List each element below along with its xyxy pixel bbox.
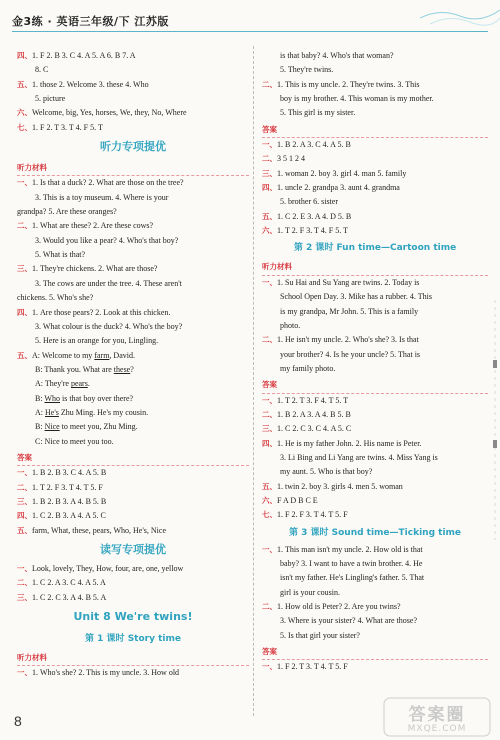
answer-line <box>262 437 488 451</box>
dialog-pre: C: Nice to meet you too. <box>35 436 114 446</box>
answer-line <box>262 408 488 422</box>
dialog-line <box>17 392 249 406</box>
answer-line <box>17 49 249 63</box>
dialog-pre: B: <box>35 393 45 403</box>
line-text: 1. T 2. T 3. F 4. T 5. T <box>277 395 349 405</box>
header-wave-decoration <box>420 0 500 30</box>
line-text: F A D B C E <box>277 495 318 505</box>
line-text: 1. B 2. B 3. C 4. A 5. B <box>32 468 107 478</box>
page-header <box>0 0 500 34</box>
dialog-post: ? <box>130 364 134 374</box>
line-text: 1. those 2. Welcome 3. these 4. Who <box>32 79 149 89</box>
line-text: 1. Su Hai and Su Yang are twins. 2. Today is <box>277 277 420 287</box>
section-number: 一、 <box>17 564 32 573</box>
section-number: 五、 <box>262 481 277 491</box>
answer-line <box>17 63 249 77</box>
line-text: 1. twin 2. boy 3. girls 4. men 5. woman <box>277 481 403 491</box>
line-text: 3. The cows are under the tree. 4. These aren't <box>35 278 182 288</box>
label-answers-wrap <box>17 451 249 466</box>
label-answers-wrap <box>262 123 488 138</box>
lesson-title: 第 1 课时 Story time <box>85 634 181 645</box>
line-text: 1. This man isn't my uncle. 2. How old is that <box>277 544 423 554</box>
header-rule <box>12 31 488 32</box>
listening-line <box>262 571 488 585</box>
listening-line <box>262 276 488 290</box>
section-number: 二、 <box>262 409 277 419</box>
listening-line <box>17 320 249 334</box>
section-number: 一、 <box>262 395 277 405</box>
listening-line <box>262 614 488 628</box>
dialog-post: Zhu Ming. He's my cousin. <box>58 407 149 417</box>
label-answers-wrap <box>262 645 488 660</box>
section-number: 一、 <box>17 668 32 678</box>
section-number: 一、 <box>262 662 277 672</box>
line-text: 5. Is that girl your sister? <box>280 630 360 640</box>
line-text: 1. Are those pears? 2. Look at this chicken. <box>32 307 171 317</box>
section-number: 六、 <box>262 495 277 505</box>
label-listening-material-wrap <box>262 260 488 275</box>
section-number: 二、 <box>262 79 277 89</box>
line-text: 1. C 2. C 3. A 4. B 5. A <box>32 592 107 602</box>
right-column <box>262 49 488 675</box>
left-column <box>17 49 249 681</box>
answer-line <box>17 106 249 120</box>
line-text: 5. picture <box>35 94 66 104</box>
line-text: 1. T 2. F 3. T 4. T 5. F <box>32 482 103 492</box>
section-number: 二、 <box>262 335 277 345</box>
line-text: 1. He is my father John. 2. His name is Peter. <box>277 438 422 448</box>
line-text: Welcome, big, Yes, horses, We, they, No, Where <box>32 108 187 118</box>
dialog-pre: B: <box>35 422 45 432</box>
listening-line <box>17 205 249 219</box>
listening-line <box>262 63 488 77</box>
line-text: my family photo. <box>280 363 336 373</box>
answer-line <box>17 591 249 605</box>
unit-title: Unit 8 We're twins! <box>73 610 193 624</box>
lesson-title: 第 3 课时 Sound time—Ticking time <box>288 527 462 538</box>
listening-line <box>262 106 488 120</box>
dialog-underlined: Nice <box>44 422 60 432</box>
answer-line <box>17 481 249 495</box>
listening-line <box>17 219 249 233</box>
line-text: 1. F 2. T 3. T 4. F 5. T <box>32 122 103 132</box>
line-text: girl is your cousin. <box>280 587 340 597</box>
line-text: 1. B 2. A 3. C 4. A 5. B <box>277 140 351 150</box>
line-text: 5. They're twins. <box>280 65 334 75</box>
line-text: 1. This is my uncle. 2. They're twins. 3. This <box>277 79 420 89</box>
line-text: 1. Who's she? 2. This is my uncle. 3. How old <box>32 668 180 678</box>
section-number: 四、 <box>17 51 32 60</box>
line-text: 3 5 1 2 4 <box>277 154 305 164</box>
section-number: 五、 <box>17 79 32 89</box>
line-text: 1. T 2. F 3. T 4. F 5. T <box>277 226 348 236</box>
listening-line <box>262 362 488 376</box>
section-number: 二、 <box>17 482 32 492</box>
listening-line <box>262 333 488 347</box>
line-text: 5. brother 6. sister <box>280 197 338 207</box>
section-number: 四、 <box>17 307 32 317</box>
answer-line <box>17 562 249 576</box>
answer-line <box>17 495 249 509</box>
line-text: 1. uncle 2. grandpa 3. aunt 4. grandma <box>277 183 400 193</box>
line-text: 5. What is that? <box>35 250 86 260</box>
column-divider <box>253 46 255 716</box>
answer-line <box>262 394 488 408</box>
line-text: 1. C 2. A 3. C 4. A 5. A <box>32 578 106 588</box>
section-number: 一、 <box>262 544 277 554</box>
section-number: 二、 <box>262 154 277 164</box>
answer-line <box>262 494 488 508</box>
dialog-underlined: Who <box>44 393 60 403</box>
line-text: 1. C 2. C 3. C 4. A 5. C <box>277 424 352 434</box>
line-text: 1. What are these? 2. Are these cows? <box>32 221 154 231</box>
line-text: 1. F 2. T 3. T 4. T 5. F <box>277 662 348 672</box>
section-number: 五、 <box>17 525 32 535</box>
section-number: 七、 <box>262 510 277 520</box>
section-number: 六、 <box>262 226 277 236</box>
line-text: photo. <box>280 320 301 330</box>
listening-line <box>262 543 488 557</box>
section-number: 一、 <box>17 178 32 188</box>
label-listening-material: 听力材料 <box>17 653 47 663</box>
section-number: 二、 <box>17 221 32 231</box>
answer-line <box>17 576 249 590</box>
dialog-pre: A: Welcome to my <box>32 350 95 360</box>
line-text: my aunt. 5. Who is that boy? <box>280 467 373 477</box>
section-number: 三、 <box>262 424 277 434</box>
listening-line <box>262 586 488 600</box>
section-number: 一、 <box>17 468 32 478</box>
dialog-line <box>17 349 249 363</box>
line-text: Look, lovely, They, How, four, are, one, yellow <box>32 564 184 573</box>
section-number: 三、 <box>17 592 32 602</box>
listening-line <box>17 176 249 190</box>
line-text: 8. C <box>35 65 49 75</box>
section-number: 二、 <box>17 578 32 588</box>
listening-line <box>262 348 488 362</box>
line-text: 1. C 2. E 3. A 4. D 5. B <box>277 211 352 221</box>
line-text: 1. They're chickens. 2. What are those? <box>32 264 158 274</box>
label-listening-material-wrap <box>17 651 249 666</box>
answer-line <box>17 466 249 480</box>
listening-line <box>17 262 249 276</box>
answer-line <box>262 181 488 195</box>
section-number: 三、 <box>17 264 32 274</box>
listening-line <box>17 248 249 262</box>
listening-line <box>262 92 488 106</box>
section-number: 二、 <box>262 602 277 612</box>
line-text: 5. This girl is my sister. <box>280 108 356 118</box>
section-number: 四、 <box>17 511 32 521</box>
section-number: 四、 <box>262 438 277 448</box>
dialog-post: , David. <box>109 350 135 360</box>
dialog-underlined: farm <box>94 350 110 360</box>
line-text: baby? 3. I want to have a twin brother. 4. He <box>280 559 423 568</box>
answer-line <box>262 195 488 209</box>
line-text: grandpa? 5. Are these oranges? <box>17 207 117 217</box>
dialog-line <box>17 406 249 420</box>
section-number: 五、 <box>17 350 32 360</box>
listening-line <box>17 334 249 348</box>
label-listening-material: 听力材料 <box>262 262 292 272</box>
dialog-post: . <box>87 379 90 389</box>
listening-line <box>262 305 488 319</box>
dialog-line <box>17 420 249 434</box>
line-text: School Open Day. 3. Mike has a rubber. 4. This <box>280 292 432 302</box>
listening-line <box>262 78 488 92</box>
line-text: 3. Li Bing and Li Yang are twins. 4. Miss Yang is <box>280 452 438 462</box>
dialog-line <box>17 363 249 377</box>
line-text: 1. woman 2. boy 3. girl 4. man 5. family <box>277 168 407 178</box>
line-text: is that baby? 4. Who's that woman? <box>280 51 394 60</box>
listening-line <box>17 191 249 205</box>
answer-line <box>17 121 249 135</box>
line-text: 3. Where is your sister? 4. What are those? <box>280 616 417 626</box>
answer-line <box>262 152 488 166</box>
answer-line <box>262 167 488 181</box>
dialog-underlined: pears <box>70 379 88 389</box>
watermark-subtext: MXQE.COM <box>407 724 467 734</box>
label-listening-material: 听力材料 <box>17 163 47 173</box>
dialog-line <box>17 435 249 449</box>
line-text: 1. Is that a duck? 2. What are those on the tree? <box>32 178 184 188</box>
line-text: 3. This is a toy museum. 4. Where is your <box>35 192 169 202</box>
dialog-underlined: these <box>113 364 131 374</box>
answer-line <box>262 138 488 152</box>
answer-line <box>262 508 488 522</box>
answer-line <box>262 660 488 674</box>
line-text: is my grandpa, Mr John. 5. This is a family <box>280 306 419 316</box>
listening-line <box>262 319 488 333</box>
line-text: chickens. 5. Who's she? <box>17 293 94 303</box>
label-answers: 答案 <box>17 452 32 462</box>
section-number: 三、 <box>262 168 277 178</box>
listening-line <box>17 277 249 291</box>
line-text: 3. What colour is the duck? 4. Who's the boy? <box>35 321 183 331</box>
answer-line <box>17 78 249 92</box>
section-title-listening: 听力专项提优 <box>100 140 166 154</box>
line-text: 1. B 2. B 3. A 4. B 5. B <box>32 496 107 506</box>
line-text: boy is my brother. 4. This woman is my mother. <box>280 94 434 104</box>
section-title-reading-writing: 读写专项提优 <box>100 543 166 556</box>
section-number: 一、 <box>262 140 277 150</box>
section-number: 七、 <box>17 122 32 132</box>
label-answers: 答案 <box>262 647 277 657</box>
book-title: 金3练 · 英语三年级/下 江苏版 <box>12 15 169 28</box>
dialog-post: to meet you, Zhu Ming. <box>59 422 138 432</box>
listening-line <box>17 666 249 680</box>
label-listening-material-wrap <box>17 161 249 176</box>
listening-line <box>17 306 249 320</box>
section-number: 三、 <box>17 496 32 506</box>
dialog-line <box>17 377 249 391</box>
line-text: 1. F 2. B 3. C 4. A 5. A 6. B 7. A <box>32 51 136 60</box>
section-number: 五、 <box>262 211 277 221</box>
line-text: 1. He isn't my uncle. 2. Who's she? 3. Is that <box>277 335 419 345</box>
line-text: your brother? 4. Is he your uncle? 5. That is <box>280 349 421 359</box>
answer-line <box>262 210 488 224</box>
line-text: 1. C 2. B 3. A 4. A 5. C <box>32 511 106 521</box>
watermark-text: 答案圈 <box>408 705 466 725</box>
line-text: isn't my father. He's Lingling's father. 5. That <box>280 573 425 583</box>
section-number: 一、 <box>262 277 277 287</box>
listening-line <box>262 600 488 614</box>
listening-line <box>17 234 249 248</box>
line-text: 5. Here is an orange for you, Lingling. <box>35 336 159 346</box>
lesson-title: 第 2 课时 Fun time—Cartoon time <box>293 243 457 254</box>
listening-line <box>262 290 488 304</box>
line-text: 3. Would you like a pear? 4. Who's that boy? <box>35 235 179 245</box>
answer-line <box>262 422 488 436</box>
answer-line <box>17 92 249 106</box>
answer-line <box>262 480 488 494</box>
answer-line <box>262 224 488 238</box>
listening-line <box>262 49 488 63</box>
line-text: 1. F 2. F 3. T 4. T 5. F <box>277 510 348 520</box>
section-number: 四、 <box>262 183 277 193</box>
page-number: 8 <box>14 713 22 729</box>
listening-line <box>17 291 249 305</box>
line-text: farm, What, these, pears, Who, He's, Nice <box>32 525 166 535</box>
line-text: 1. How old is Peter? 2. Are you twins? <box>277 602 401 612</box>
line-text: 1. B 2. A 3. A 4. B 5. B <box>277 409 351 419</box>
dialog-pre: B: Thank you. What are <box>35 364 114 374</box>
label-answers: 答案 <box>262 380 277 390</box>
listening-line <box>262 557 488 571</box>
label-answers: 答案 <box>262 124 277 134</box>
dialog-pre: A: <box>35 407 45 417</box>
answer-line <box>262 465 488 479</box>
listening-line <box>262 629 488 643</box>
answer-line <box>262 451 488 465</box>
answer-line <box>17 509 249 523</box>
dialog-post: is that boy over there? <box>59 393 134 403</box>
dialog-underlined: He's <box>45 407 59 417</box>
section-number: 六、 <box>17 108 32 118</box>
dialog-pre: A: They're <box>35 379 71 389</box>
page-edge-marks <box>490 300 500 540</box>
answer-line <box>17 524 249 538</box>
label-answers-wrap <box>262 378 488 393</box>
